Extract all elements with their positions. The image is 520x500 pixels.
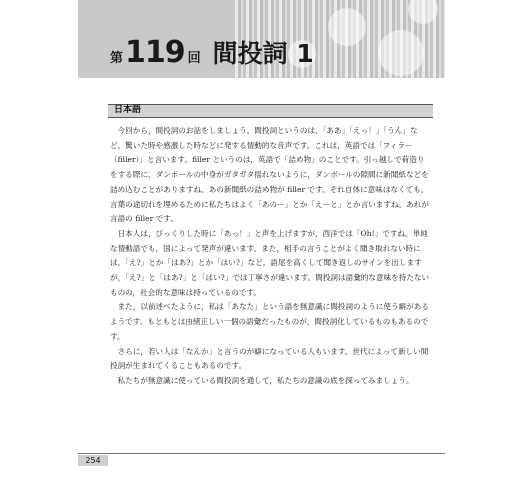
page-number: 254 xyxy=(78,455,108,466)
paragraph: また，以前述べたように，私は「あなた」という語を無意識に間投詞のように使う癖があるようです。もともとは由緒正しい一個の語彙だったものが，間投詞化しているものもあるのです。 xyxy=(110,302,429,341)
chapter-heading: 間投詞 1 xyxy=(212,39,314,68)
paragraph: 私たちが無意識に使っている間投詞を通して，私たちの意識の底を探ってみましょう。 xyxy=(110,375,414,385)
article-body xyxy=(110,124,432,389)
section-heading-bar xyxy=(108,104,433,118)
header-bubble-decoration xyxy=(328,8,366,46)
paragraph: 今回から，間投詞のお話をしましょう。間投詞というのは，「ああ」「えっ！」「うん」など，驚いた時や感激した時などに発する情動的な音声です。これは，英語では「フィラー（filler）」と言います。filler というのは，英語で「詰め物」のことです。引っ越しで荷造りをする際に，ダンボールの中身がガタガタ揺れないように，ダンボールの隙間に新聞紙などを詰め込むことがありますね。あの新聞紙の詰め物が filler です。それ自体に意味はなくても，言葉の途切れを埋めるために私たちはよく「あのー」とか「えーと」とか言いますね。あれが言語の filler です。 xyxy=(110,126,429,224)
chapter-prefix: 第 xyxy=(110,51,124,66)
chapter-title xyxy=(110,34,314,70)
header-bubble-decoration xyxy=(378,30,424,76)
footer-divider xyxy=(78,453,445,454)
section-heading: 日本語 xyxy=(114,105,142,115)
paragraph: 日本人は，びっくりした時に「あっ！」と声を上げますが，西洋では「Oh!」ですね。単純な情動語でも，国によって発声が違います。また，相手の言うことがよく聞き取れない時には，「え?」とか「はあ?」とか「はい?」など，語尾を高くして聞き返しのサインを出しますが，「え?」と「はあ?」と「はい?」では丁寧さが違います。間投詞は語彙的な意味を持たないものの，社会的な意味は持っているのです。 xyxy=(110,228,430,297)
chapter-number: 119 xyxy=(125,35,185,70)
chapter-suffix: 回 xyxy=(187,51,201,66)
paragraph: さらに，若い人は「なんか」と言うのが癖になっている人もいます。世代によって新しい間投詞が生まれてくることもあるのです。 xyxy=(110,346,429,371)
